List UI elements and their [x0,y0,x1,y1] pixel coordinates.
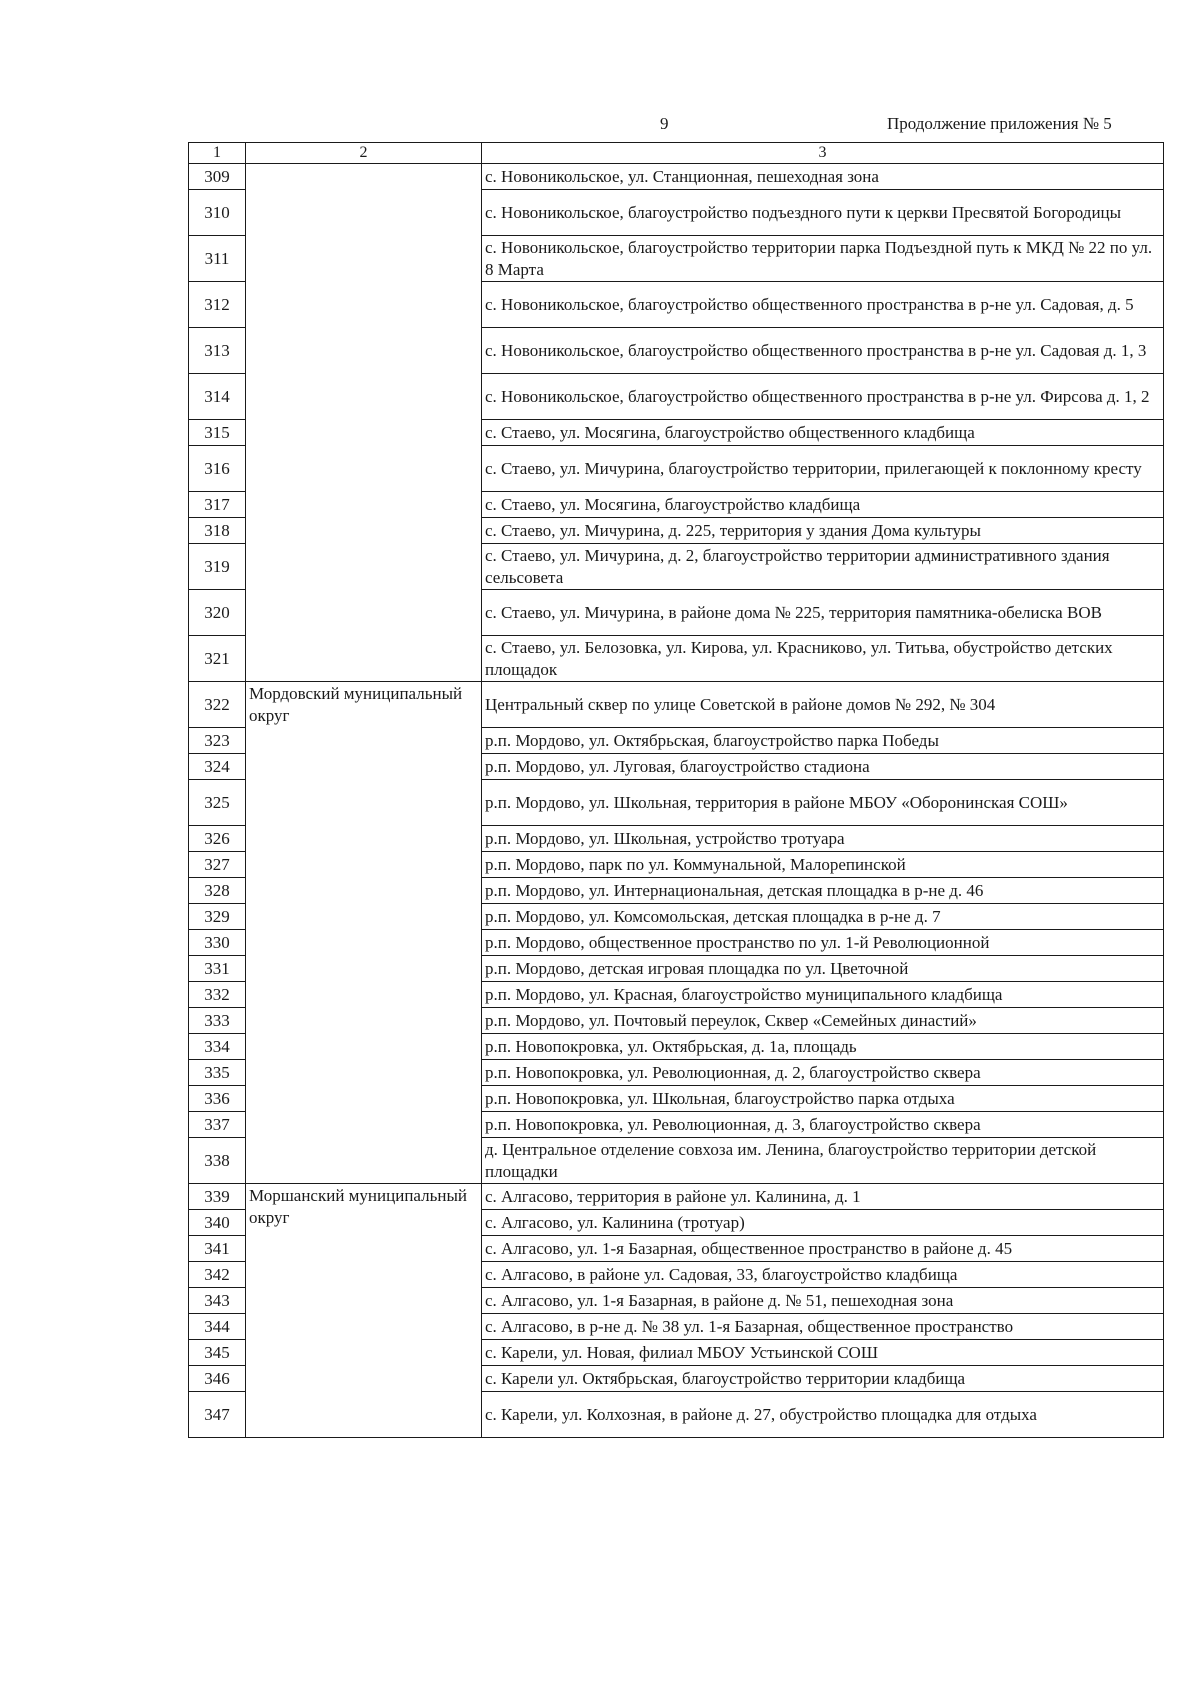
row-number: 314 [189,374,246,420]
column-number: 3 [482,143,1164,164]
location-cell: с. Стаево, ул. Мичурина, д. 2, благоустройство территории административного здания сельсовета [482,544,1164,590]
location-cell: с. Новоникольское, благоустройство общественного пространства в р-не ул. Садовая д. 1, 3 [482,328,1164,374]
location-cell: р.п. Мордово, ул. Красная, благоустройство муниципального кладбища [482,982,1164,1008]
row-number: 331 [189,956,246,982]
row-number: 333 [189,1008,246,1034]
row-number: 339 [189,1184,246,1210]
location-cell: р.п. Мордово, ул. Октябрьская, благоустройство парка Победы [482,728,1164,754]
appendix-table [188,142,1164,1438]
row-number: 335 [189,1060,246,1086]
row-number: 343 [189,1288,246,1314]
location-cell: с. Алгасово, ул. Калинина (тротуар) [482,1210,1164,1236]
row-number: 311 [189,236,246,282]
row-number: 315 [189,420,246,446]
district-cell: Мордовский муниципальный округ [246,682,482,1184]
location-cell: с. Стаево, ул. Белозовка, ул. Кирова, ул. Красниково, ул. Титьва, обустройство детских площадок [482,636,1164,682]
page-number: 9 [660,114,669,133]
location-cell: р.п. Новопокровка, ул. Революционная, д. 3, благоустройство сквера [482,1112,1164,1138]
row-number: 346 [189,1366,246,1392]
location-cell: с. Карели, ул. Колхозная, в районе д. 27, обустройство площадка для отдыха [482,1392,1164,1438]
location-cell: с. Алгасово, ул. 1-я Базарная, общественное пространство в районе д. 45 [482,1236,1164,1262]
location-cell: р.п. Мордово, общественное пространство по ул. 1-й Революционной [482,930,1164,956]
location-cell: с. Стаево, ул. Мосягина, благоустройство кладбища [482,492,1164,518]
row-number: 342 [189,1262,246,1288]
table-row [189,682,1164,728]
location-cell: с. Карели, ул. Новая, филиал МБОУ Устьинской СОШ [482,1340,1164,1366]
row-number: 321 [189,636,246,682]
location-cell: р.п. Новопокровка, ул. Школьная, благоустройство парка отдыха [482,1086,1164,1112]
row-number: 312 [189,282,246,328]
location-cell: р.п. Мордово, ул. Луговая, благоустройство стадиона [482,754,1164,780]
row-number: 325 [189,780,246,826]
location-cell: Центральный сквер по улице Советской в районе домов № 292, № 304 [482,682,1164,728]
location-cell: р.п. Новопокровка, ул. Октябрьская, д. 1а, площадь [482,1034,1164,1060]
location-cell: с. Алгасово, ул. 1-я Базарная, в районе д. № 51, пешеходная зона [482,1288,1164,1314]
location-cell: с. Новоникольское, благоустройство общественного пространства в р-не ул. Садовая, д. 5 [482,282,1164,328]
row-number: 323 [189,728,246,754]
row-number: 340 [189,1210,246,1236]
location-cell: р.п. Мордово, ул. Школьная, устройство тротуара [482,826,1164,852]
appendix-continuation-label: Продолжение приложения № 5 [887,114,1112,133]
location-cell: с. Алгасово, в районе ул. Садовая, 33, благоустройство кладбища [482,1262,1164,1288]
location-cell: д. Центральное отделение совхоза им. Ленина, благоустройство территории детской площадки [482,1138,1164,1184]
row-number: 317 [189,492,246,518]
location-cell: р.п. Мордово, детская игровая площадка по ул. Цветочной [482,956,1164,982]
location-cell: с. Алгасово, территория в районе ул. Калинина, д. 1 [482,1184,1164,1210]
row-number: 319 [189,544,246,590]
location-cell: р.п. Мордово, ул. Интернациональная, детская площадка в р-не д. 46 [482,878,1164,904]
column-number: 1 [189,143,246,164]
row-number: 328 [189,878,246,904]
column-number-row [189,143,1164,164]
row-number: 313 [189,328,246,374]
row-number: 337 [189,1112,246,1138]
location-cell: с. Стаево, ул. Мичурина, благоустройство территории, прилегающей к поклонному кресту [482,446,1164,492]
location-cell: с. Стаево, ул. Мичурина, д. 225, территория у здания Дома культуры [482,518,1164,544]
row-number: 329 [189,904,246,930]
location-cell: с. Новоникольское, ул. Станционная, пешеходная зона [482,164,1164,190]
location-cell: р.п. Мордово, ул. Почтовый переулок, Сквер «Семейных династий» [482,1008,1164,1034]
row-number: 332 [189,982,246,1008]
row-number: 320 [189,590,246,636]
row-number: 345 [189,1340,246,1366]
row-number: 330 [189,930,246,956]
location-cell: с. Новоникольское, благоустройство территории парка Подъездной путь к МКД № 22 по ул. 8 Марта [482,236,1164,282]
location-cell: с. Новоникольское, благоустройство общественного пространства в р-не ул. Фирсова д. 1, 2 [482,374,1164,420]
location-cell: с. Алгасово, в р-не д. № 38 ул. 1-я Базарная, общественное пространство [482,1314,1164,1340]
row-number: 310 [189,190,246,236]
location-cell: р.п. Новопокровка, ул. Революционная, д. 2, благоустройство сквера [482,1060,1164,1086]
row-number: 326 [189,826,246,852]
table-row [189,1184,1164,1210]
row-number: 334 [189,1034,246,1060]
row-number: 336 [189,1086,246,1112]
district-cell: Моршанский муниципальный округ [246,1184,482,1438]
location-cell: с. Стаево, ул. Мичурина, в районе дома № 225, территория памятника-обелиска ВОВ [482,590,1164,636]
location-cell: р.п. Мордово, ул. Комсомольская, детская площадка в р-не д. 7 [482,904,1164,930]
row-number: 322 [189,682,246,728]
row-number: 344 [189,1314,246,1340]
location-cell: р.п. Мордово, парк по ул. Коммунальной, Малорепинской [482,852,1164,878]
row-number: 347 [189,1392,246,1438]
row-number: 309 [189,164,246,190]
location-cell: с. Стаево, ул. Мосягина, благоустройство общественного кладбища [482,420,1164,446]
row-number: 316 [189,446,246,492]
table-row [189,164,1164,190]
location-cell: с. Новоникольское, благоустройство подъездного пути к церкви Пресвятой Богородицы [482,190,1164,236]
row-number: 324 [189,754,246,780]
row-number: 341 [189,1236,246,1262]
district-cell-empty [246,164,482,682]
row-number: 318 [189,518,246,544]
location-cell: р.п. Мордово, ул. Школьная, территория в районе МБОУ «Оборонинская СОШ» [482,780,1164,826]
row-number: 327 [189,852,246,878]
column-number: 2 [246,143,482,164]
location-cell: с. Карели ул. Октябрьская, благоустройство территории кладбища [482,1366,1164,1392]
row-number: 338 [189,1138,246,1184]
